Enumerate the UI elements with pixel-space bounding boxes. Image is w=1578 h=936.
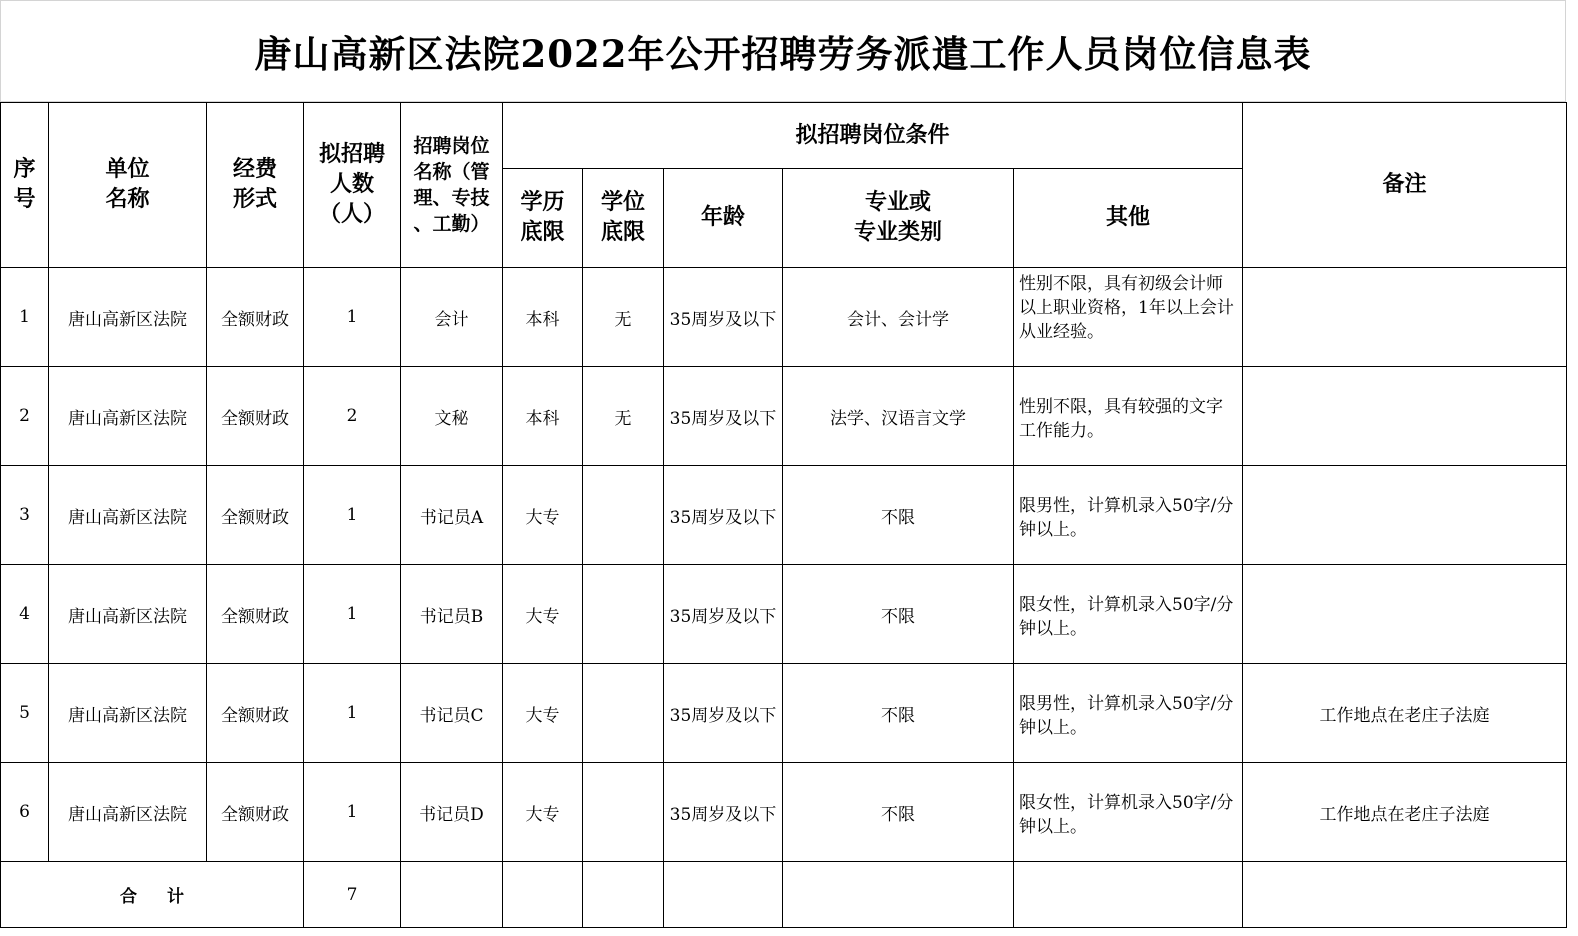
cell-education: 本科 [503, 367, 583, 466]
cell-other: 性别不限，具有初级会计师以上职业资格，1年以上会计从业经验。 [1014, 268, 1243, 367]
table-row [1, 664, 1567, 763]
cell-education: 大专 [503, 565, 583, 664]
table-row [1, 367, 1567, 466]
cell-count: 1 [304, 565, 401, 664]
cell-funding: 全额财政 [207, 565, 304, 664]
cell-remarks: 工作地点在老庄子法庭 [1243, 763, 1567, 862]
cell-funding: 全额财政 [207, 763, 304, 862]
cell-funding: 全额财政 [207, 367, 304, 466]
header-education: 学历 底限 [503, 169, 583, 268]
cell-major: 不限 [783, 763, 1014, 862]
cell-age: 35周岁及以下 [664, 565, 783, 664]
cell-remarks: 工作地点在老庄子法庭 [1243, 664, 1567, 763]
header-remarks: 备注 [1243, 103, 1567, 268]
cell-age: 35周岁及以下 [664, 367, 783, 466]
cell-remarks [1243, 466, 1567, 565]
table-row [1, 268, 1567, 367]
cell-seq: 4 [1, 565, 49, 664]
header-conditions: 拟招聘岗位条件 [503, 103, 1243, 169]
cell-position: 会计 [401, 268, 503, 367]
cell-other: 限男性，计算机录入50字/分钟以上。 [1014, 664, 1243, 763]
cell-seq: 6 [1, 763, 49, 862]
cell-unit: 唐山高新区法院 [49, 565, 207, 664]
header-other: 其他 [1014, 169, 1243, 268]
page-title: 唐山高新区法院2022年公开招聘劳务派遣工作人员岗位信息表 [254, 32, 1312, 76]
cell-funding: 全额财政 [207, 268, 304, 367]
header-age: 年龄 [664, 169, 783, 268]
cell-count: 1 [304, 763, 401, 862]
cell-major: 不限 [783, 664, 1014, 763]
cell-unit: 唐山高新区法院 [49, 367, 207, 466]
cell-age: 35周岁及以下 [664, 268, 783, 367]
header-unit: 单位 名称 [49, 103, 207, 268]
cell-major: 会计、会计学 [783, 268, 1014, 367]
cell-position: 书记员C [401, 664, 503, 763]
cell-degree [583, 466, 664, 565]
cell-unit: 唐山高新区法院 [49, 664, 207, 763]
cell-funding: 全额财政 [207, 466, 304, 565]
total-count: 7 [304, 862, 401, 928]
job-table [0, 102, 1567, 928]
cell-count: 2 [304, 367, 401, 466]
cell-count: 1 [304, 664, 401, 763]
cell-funding: 全额财政 [207, 664, 304, 763]
cell-unit: 唐山高新区法院 [49, 466, 207, 565]
cell-other: 限女性，计算机录入50字/分钟以上。 [1014, 763, 1243, 862]
total-row [1, 862, 1567, 928]
cell-age: 35周岁及以下 [664, 664, 783, 763]
cell-degree [583, 664, 664, 763]
cell-position: 书记员A [401, 466, 503, 565]
cell-seq: 5 [1, 664, 49, 763]
cell-education: 大专 [503, 763, 583, 862]
cell-remarks [1243, 565, 1567, 664]
header-position: 招聘岗位 名称（管 理、专技 、工勤） [401, 103, 503, 268]
cell-degree: 无 [583, 268, 664, 367]
cell-unit: 唐山高新区法院 [49, 763, 207, 862]
cell-degree: 无 [583, 367, 664, 466]
cell-age: 35周岁及以下 [664, 763, 783, 862]
total-label: 合计 [1, 862, 304, 928]
cell-seq: 1 [1, 268, 49, 367]
cell-degree [583, 565, 664, 664]
title-bar [0, 0, 1566, 102]
cell-major: 不限 [783, 565, 1014, 664]
header-major: 专业或 专业类别 [783, 169, 1014, 268]
cell-position: 书记员B [401, 565, 503, 664]
cell-unit: 唐山高新区法院 [49, 268, 207, 367]
header-degree: 学位 底限 [583, 169, 664, 268]
table-row [1, 466, 1567, 565]
cell-other: 性别不限，具有较强的文字工作能力。 [1014, 367, 1243, 466]
cell-major: 不限 [783, 466, 1014, 565]
cell-seq: 2 [1, 367, 49, 466]
cell-education: 本科 [503, 268, 583, 367]
table-row [1, 763, 1567, 862]
cell-other: 限女性，计算机录入50字/分钟以上。 [1014, 565, 1243, 664]
cell-education: 大专 [503, 664, 583, 763]
cell-remarks [1243, 367, 1567, 466]
cell-count: 1 [304, 466, 401, 565]
cell-other: 限男性，计算机录入50字/分钟以上。 [1014, 466, 1243, 565]
header-count: 拟招聘 人数 （人） [304, 103, 401, 268]
cell-position: 文秘 [401, 367, 503, 466]
cell-major: 法学、汉语言文学 [783, 367, 1014, 466]
cell-position: 书记员D [401, 763, 503, 862]
cell-education: 大专 [503, 466, 583, 565]
cell-count: 1 [304, 268, 401, 367]
cell-degree [583, 763, 664, 862]
header-funding: 经费 形式 [207, 103, 304, 268]
header-seq: 序 号 [1, 103, 49, 268]
cell-remarks [1243, 268, 1567, 367]
table-row [1, 565, 1567, 664]
cell-age: 35周岁及以下 [664, 466, 783, 565]
cell-seq: 3 [1, 466, 49, 565]
